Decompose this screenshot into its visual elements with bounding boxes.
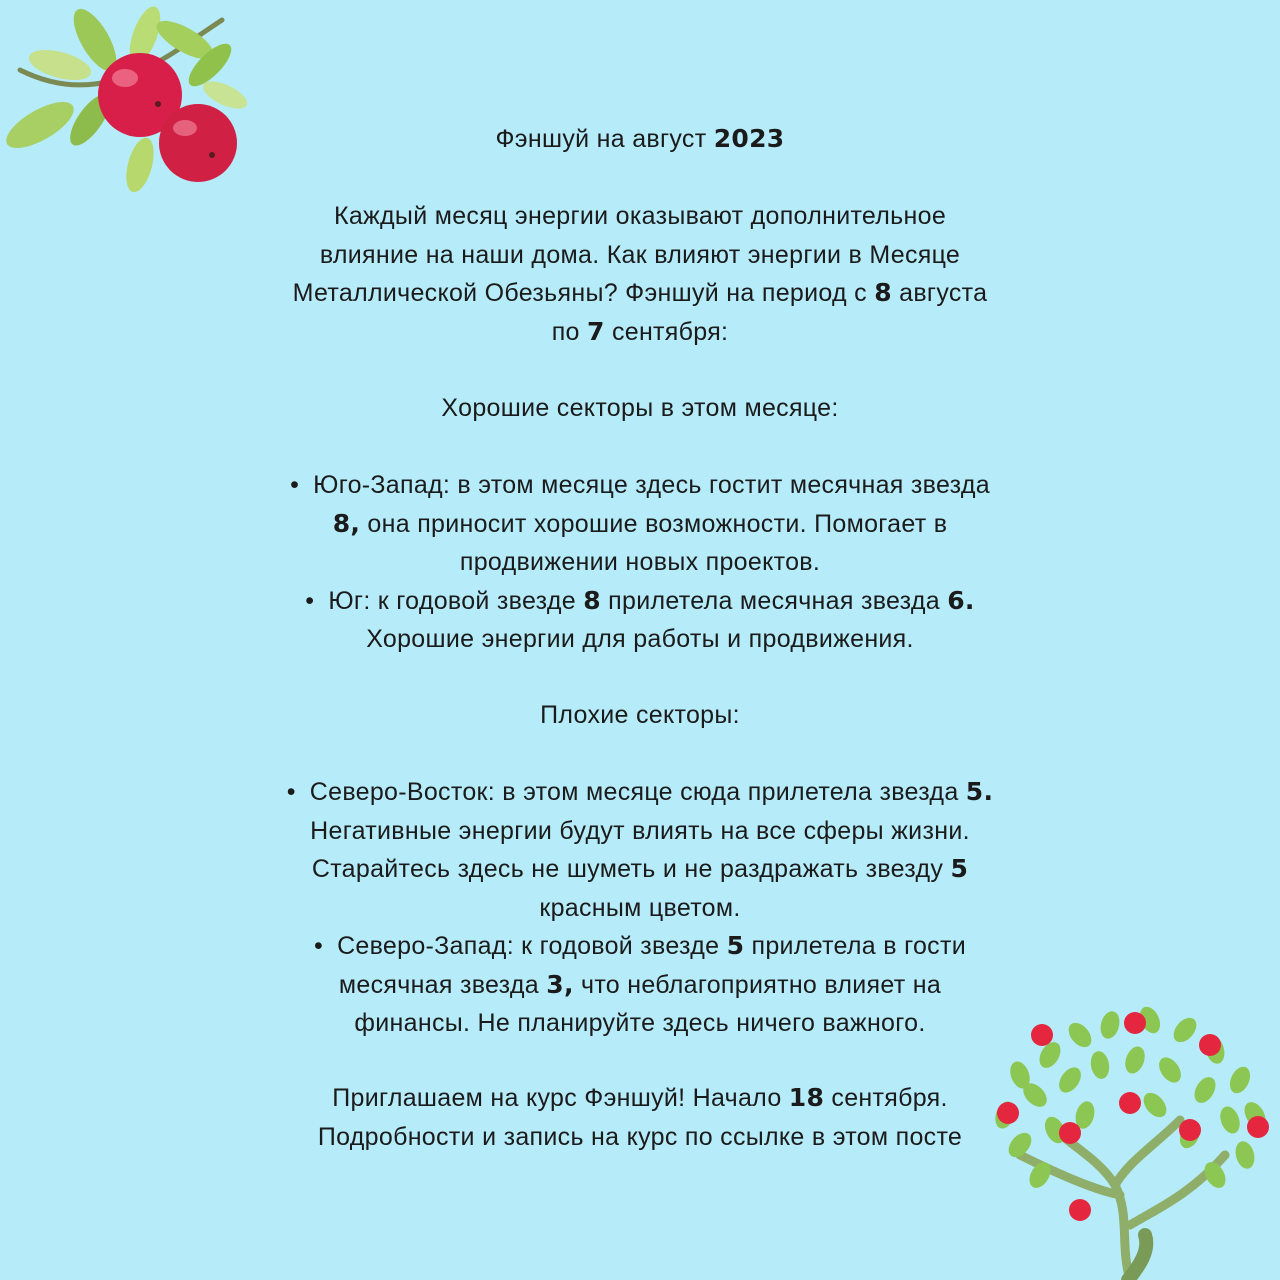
bad-sectors-heading: Плохие секторы: [540, 701, 740, 729]
bullet-icon: • [305, 586, 315, 615]
bad-item-1-star: 5. [965, 777, 994, 806]
apple-branch-icon [0, 0, 260, 210]
cta-line-2: Подробности и запись на курс по ссылке в этом посте [317, 1122, 963, 1151]
intro-line-2: влияние на наши дома. Как влияют энергии в Месяце [319, 240, 961, 269]
good-item-2-month-star: 6. [947, 585, 975, 615]
bad-item-1-line-1 [0, 773, 1280, 812]
good-item-1-line-2-post: она приносит хорошие возможности. Помогает в [360, 509, 948, 538]
title-text: Фэншуй на август [495, 125, 714, 153]
bad-sectors-section [0, 696, 1280, 735]
good-sectors-heading: Хорошие секторы в этом месяце: [441, 394, 839, 422]
intro-paragraph [0, 197, 1280, 351]
bad-item-2-year-star: 5 [726, 931, 745, 960]
bullet-icon: • [314, 932, 324, 960]
title-block [0, 120, 1280, 159]
bad-item-1-pre: Северо-Восток: в этом месяце сюда прилетела звезда [309, 778, 966, 806]
bullet-icon: • [290, 471, 300, 499]
good-item-1-line-3: продвижении новых проектов. [459, 548, 821, 576]
bad-item-2-line-3: финансы. Не планируйте здесь ничего важного. [354, 1009, 926, 1037]
bad-item-1-line-4: красным цветом. [539, 893, 741, 922]
bad-item-1-line-3 [0, 850, 1280, 889]
cta-line-1-pre: Приглашаем на курс Фэншуй! Начало [332, 1084, 789, 1112]
apple-tree-icon [980, 995, 1280, 1280]
bad-item-1-star-repeat: 5 [950, 854, 969, 883]
good-item-2-pre: Юг: к годовой звезде [328, 586, 584, 615]
intro-line-4-post: сентября: [604, 317, 729, 346]
good-item-2-mid: прилетела месячная звезда [600, 586, 948, 615]
good-item-2-line-1 [0, 582, 1280, 621]
bad-item-1-line-3-pre: Старайтесь здесь не шуметь и не раздражать звезду [311, 855, 951, 883]
good-sectors-section [0, 389, 1280, 428]
bad-item-1-line-2: Негативные энергии будут влиять на все сферы жизни. [310, 816, 970, 845]
good-item-1-line-1 [0, 466, 1280, 505]
bullet-icon: • [286, 778, 296, 806]
good-item-2-year-star: 8 [583, 585, 601, 615]
bad-item-2-post: прилетела в гости [744, 932, 966, 960]
good-item-1-star: 8, [332, 508, 361, 538]
bad-item-2-pre: Северо-Запад: к годовой звезде [337, 932, 727, 960]
page-title [0, 120, 1280, 159]
intro-end-day: 7 [587, 316, 605, 346]
good-item-1-text: Юго-Запад: в этом месяце здесь гостит месячная звезда [313, 471, 990, 499]
intro-line-4-pre: по [551, 317, 587, 346]
cta-line-1-post: сентября. [824, 1084, 948, 1112]
intro-line-3-post: августа [891, 279, 988, 307]
title-year: 2023 [713, 124, 785, 153]
bad-item-2-line-1 [0, 927, 1280, 966]
intro-line-1: Каждый месяц энергии оказывают дополнительное [333, 202, 947, 230]
bad-item-2-month-star: 3, [546, 969, 574, 999]
good-item-2-line-2: Хорошие энергии для работы и продвижения. [366, 625, 914, 653]
bad-item-2-line-2-pre: месячная звезда [338, 970, 547, 999]
intro-line-3 [0, 274, 1280, 313]
intro-start-day: 8 [874, 278, 892, 307]
good-sectors-list [0, 466, 1280, 659]
course-start-day: 18 [788, 1083, 825, 1112]
intro-line-3-pre: Металлической Обезьяны? Фэншуй на период с [292, 279, 875, 307]
good-item-1-line-2 [0, 505, 1280, 544]
intro-line-4 [0, 313, 1280, 352]
bad-item-2-line-2-post: что неблагоприятно влияет на [573, 970, 942, 999]
